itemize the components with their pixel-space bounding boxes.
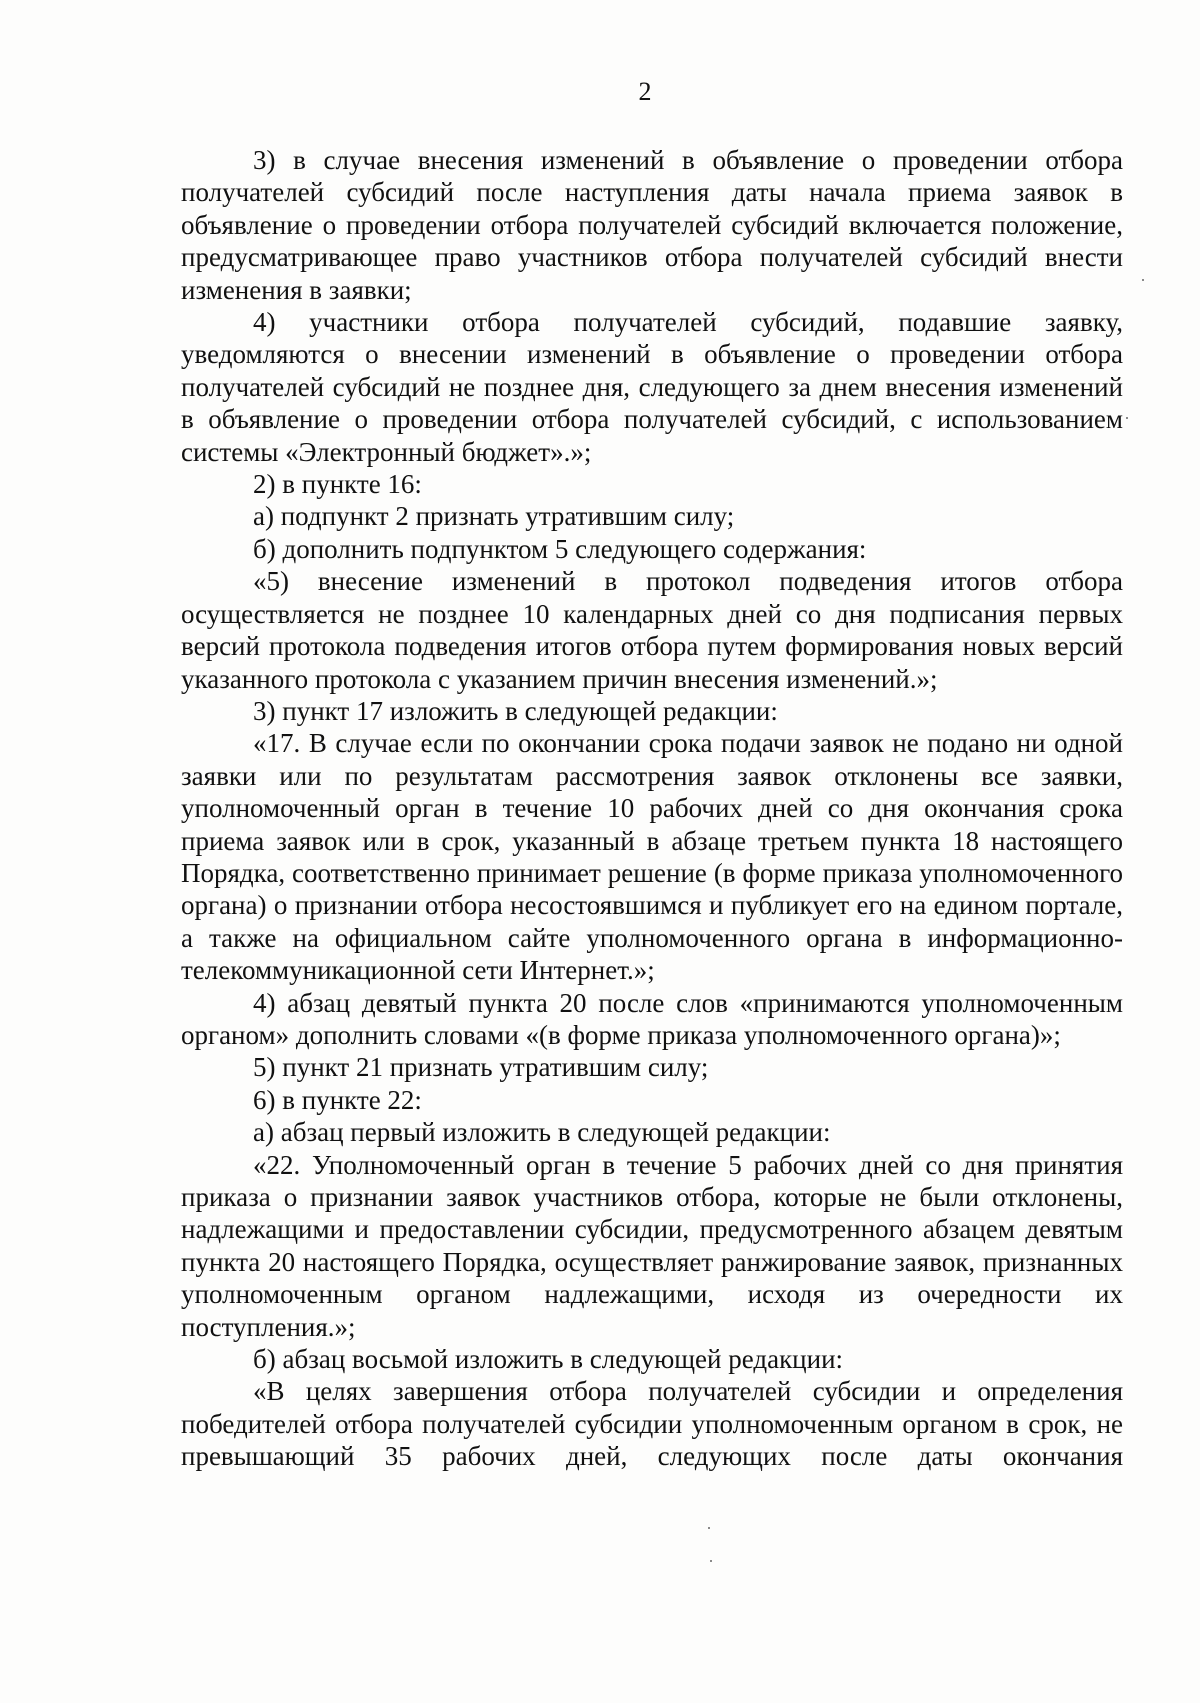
paragraph-point-16: 2) в пункте 16: [253, 469, 422, 500]
paragraph-item-4: 4) участники отбора получателей субсидий, подавшие заявку, уведомляются о внесении изменений в объявление о проведении отбора получателей субсидий не позднее дня, следующего за днем внесения изменений в объявление о проведении отбора получателей субсидий, с использованием системы «Электронный бюджет».»; [181, 307, 1123, 467]
paragraph-item-3: 3) в случае внесения изменений в объявление о проведении отбора получателей субсидий после наступления даты начала приема заявок в объявление о проведении отбора получателей субсидий включается положение, предусматривающее право участников отбора получателей субсидий внести изменения в заявки; [181, 145, 1123, 305]
paragraph-point-21: 5) пункт 21 признать утратившим силу; [253, 1052, 709, 1083]
scan-speck [1126, 417, 1128, 419]
paragraph-point-20: 4) абзац девятый пункта 20 после слов «принимаются уполномоченным органом» дополнить словами «(в форме приказа уполномоченного органа)»; [181, 987, 1123, 1050]
paragraph-quote-17: «17. В случае если по окончании срока подачи заявок не подано ни одной заявки или по результатам рассмотрения заявок отклонены все заявки, уполномоченный орган в течение 10 рабочих дней со дня окончания срока приема заявок или в срок, указанный в абзаце третьем пункта 18 настоящего Порядка, соответственно принимает решение (в форме приказа уполномоченного органа) о признании отбора несостоявшимся и публикует его на едином портале, а также на официальном сайте уполномоченного органа в информационно-телекоммуникационной сети Интернет.»; [181, 728, 1123, 986]
scan-speck [710, 1560, 712, 1562]
paragraph-subpoint-b-22: б) абзац восьмой изложить в следующей редакции: [253, 1344, 844, 1375]
paragraph-quote-final: «В целях завершения отбора получателей субсидии и определения победителей отбора получателей субсидии уполномоченным органом в срок, не превышающий 35 рабочих дней, следующих после даты окончания [181, 1376, 1123, 1472]
paragraph-subpoint-b: б) дополнить подпунктом 5 следующего содержания: [253, 533, 867, 564]
paragraph-subpoint-a-22: а) абзац первый изложить в следующей редакции: [253, 1117, 831, 1148]
document-body [181, 144, 1123, 1473]
scan-speck [1142, 279, 1144, 281]
paragraph-quote-5: «5) внесение изменений в протокол подведения итогов отбора осуществляется не позднее 10 календарных дней со дня подписания первых версий протокола подведения итогов отбора путем формирования новых версий указанного протокола с указанием причин внесения изменений.»; [181, 566, 1123, 694]
page-number: 2 [638, 77, 652, 106]
paragraph-subpoint-a: а) подпункт 2 признать утратившим силу; [253, 501, 735, 532]
scan-speck [708, 1527, 710, 1529]
paragraph-quote-22: «22. Уполномоченный орган в течение 5 рабочих дней со дня принятия приказа о признании заявок участников отбора, которые не были отклонены, надлежащими и предоставлении субсидии, предусмотренного абзацем девятым пункта 20 настоящего Порядка, осуществляет ранжирование заявок, признанных уполномоченным органом надлежащими, исходя из очередности их поступления.»; [181, 1149, 1123, 1342]
paragraph-point-17-intro: 3) пункт 17 изложить в следующей редакции: [253, 695, 778, 726]
paragraph-point-22: 6) в пункте 22: [253, 1084, 422, 1115]
